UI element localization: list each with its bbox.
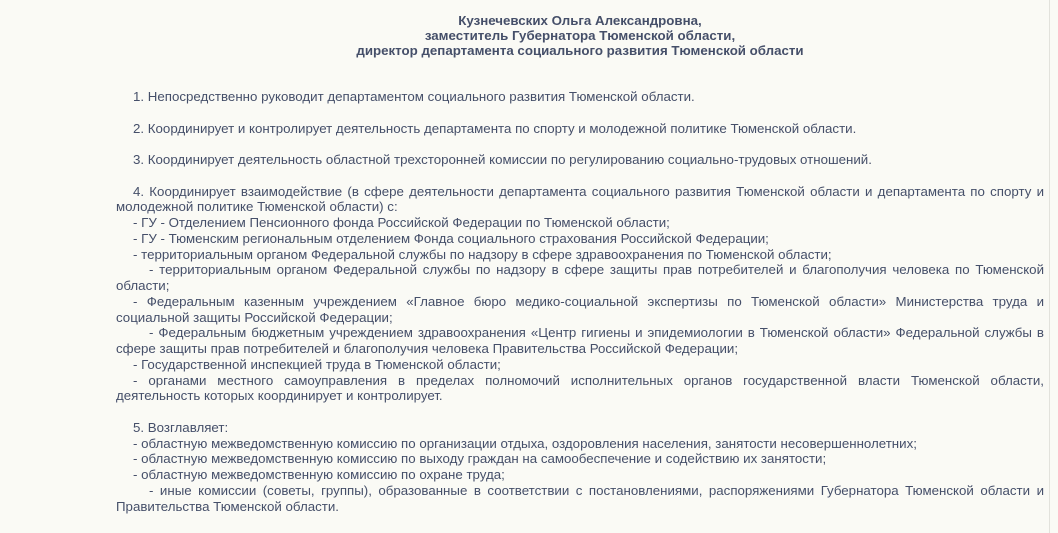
paragraph: 1. Непосредственно руководит департаментом социального развития Тюменской области. — [133, 89, 695, 104]
paragraph: - Федеральным казенным учреждением «Главное бюро медико-социальной экспертизы по Тюменской области» Министерства труда и социальной защиты Российской Федерации; — [116, 293, 1044, 325]
paragraph: 4. Координирует взаимодействие (в сфере деятельности департамента социального развития Тюменской области и департамента по спорту и молодежной политике Тюменской области) с: — [116, 183, 1044, 215]
paragraph: 3. Координирует деятельность областной трехсторонней комиссии по регулированию социально-трудовых отношений. — [133, 152, 872, 167]
paragraph: - территориальным органом Федеральной службы по надзору в сфере здравоохранения по Тюменской области; — [133, 246, 832, 262]
header-line-name: Кузнечевских Ольга Александровна, — [458, 13, 702, 28]
document-header — [116, 13, 1044, 58]
header-line-position: заместитель Губернатора Тюменской области, — [424, 28, 736, 43]
document-body — [116, 89, 1044, 514]
paragraph: - Государственной инспекцией труда в Тюменской области; — [133, 356, 501, 372]
paragraph: - ГУ - Отделением Пенсионного фонда Российской Федерации по Тюменской области; — [133, 215, 670, 230]
paragraph: - Федеральным бюджетным учреждением здравоохранения «Центр гигиены и эпидемиологии в Тюменской области» Федеральной службы в сфере защиты прав потребителей и благополучия человека Правительства Российской Федерации; — [116, 325, 1044, 356]
paragraph: - областную межведомственную комиссию по выходу граждан на самообеспечение и содействию их занятости; — [133, 451, 827, 467]
paragraph: - областную межведомственную комиссию по организации отдыха, оздоровления населения, занятости несовершеннолетних; — [133, 435, 917, 451]
paragraph: - территориальным органом Федеральной службы по надзору в сфере защиты прав потребителей и благополучия человека по Тюменской области; — [116, 262, 1044, 293]
document-content — [116, 13, 1044, 514]
header-line-title: директор департамента социального развития Тюменской области — [356, 43, 804, 58]
paragraph: - органами местного самоуправления в пределах полномочий исполнительных органов государственной власти Тюменской области, деятельность которых координирует и контролирует. — [116, 372, 1044, 404]
paragraph: - иные комиссии (советы, группы), образованные в соответствии с постановлениями, распоряжениями Губернатора Тюменской области и Правительства Тюменской области. — [116, 482, 1044, 514]
page-edge-line — [1049, 0, 1050, 533]
paragraph: 5. Возглавляет: — [133, 419, 229, 435]
paragraph: 2. Координирует и контролирует деятельность департамента по спорту и молодежной политике Тюменской области. — [133, 120, 857, 136]
paragraph: - областную межведомственную комиссию по охране труда; — [133, 467, 505, 482]
paragraph: - ГУ - Тюменским региональным отделением Фонда социального страхования Российской Федерации; — [133, 230, 769, 246]
